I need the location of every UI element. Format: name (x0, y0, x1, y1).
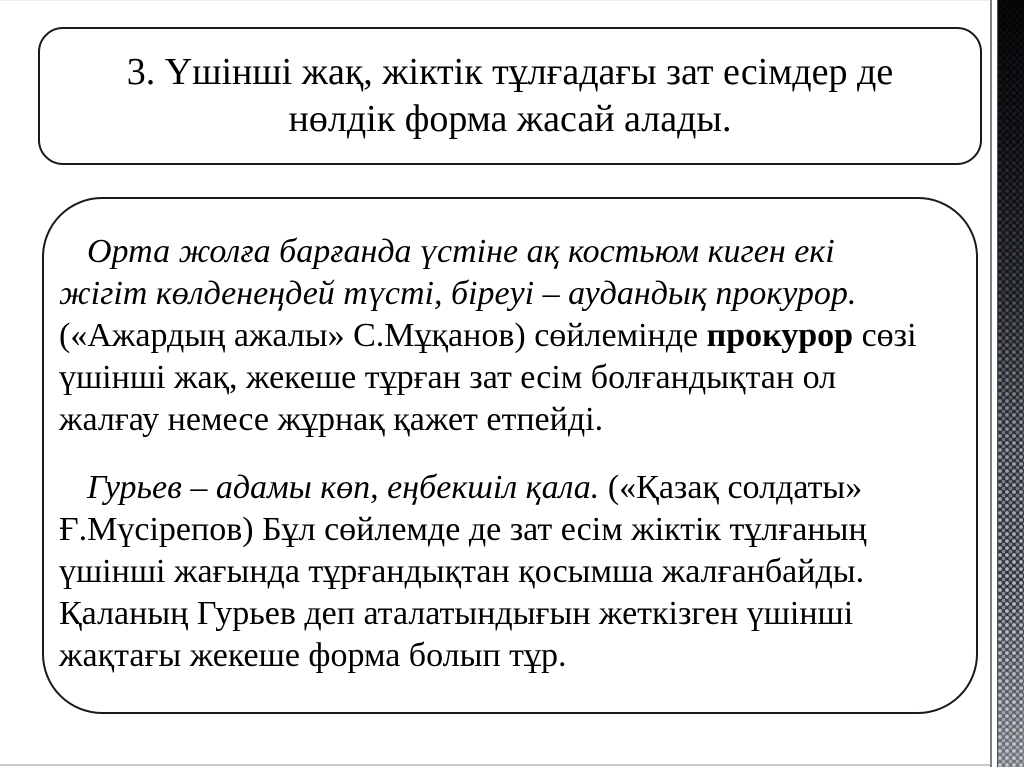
text-run-normal: сөзі үшінші жақ, жекеше тұрған зат есім болғандықтан ол жалғау немесе жұрнақ қажет етпейді. (59, 317, 917, 438)
text-run-italic: Гурьев – адамы көп, еңбекшіл қала. (87, 469, 600, 506)
text-run-italic: Орта жолға барғанда үстіне ақ костьюм киген екі жігіт көлденеңдей түсті, біреуі – аудандық прокурор. (59, 233, 857, 312)
body-box (42, 197, 978, 714)
paragraph-1 (59, 231, 931, 441)
slide-bottom-edge-line (0, 764, 990, 766)
slide-title: 3. Үшінші жақ, жіктік тұлғадағы зат есімдер де нөлдік форма жасай алады. (126, 50, 894, 140)
slide-top-edge-line (0, 0, 990, 1)
text-run-bold: прокурор (706, 317, 854, 354)
text-run-normal: («Ажардың ажалы» С.Мұқанов) сөйлемінде (59, 317, 707, 354)
divider-line (990, 0, 992, 767)
title-box (38, 27, 982, 165)
paragraph-2 (59, 467, 931, 677)
texture-strip (997, 0, 1024, 767)
text-run-normal: («Қазақ солдаты» Ғ.Мүсірепов) Бұл сөйлемде де зат есім жіктік тұлғаның үшінші жағында тұрғандықтан қосымша жалғанбайды. Қаланың Гурьев деп аталатындығын жеткізген үшінші жақтағы жекеше форма болып тұр. (59, 469, 867, 674)
